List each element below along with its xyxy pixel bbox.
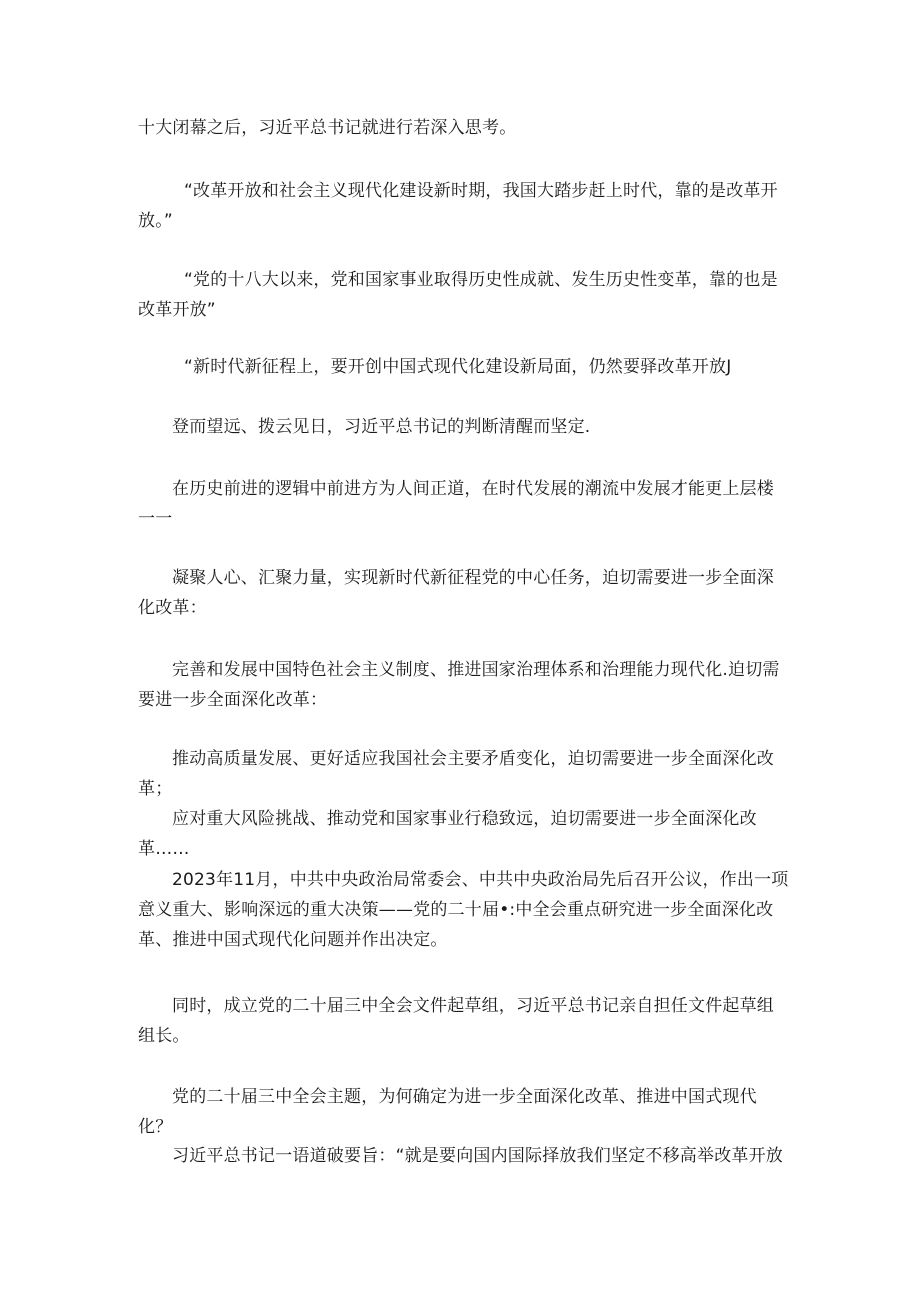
- paragraph-8: 完善和发展中国特色社会主义制度、推进国家治理体系和治理能力现代化.迫切需要进一步全面深化改革：: [138, 660, 780, 710]
- paragraph-3: “党的十八大以来，党和国家事业取得历史性成就、发生历史性变革，靠的也是改革开放”: [138, 270, 778, 320]
- paragraph-9: 推动高质量发展、更好适应我国社会主要矛盾变化，迫切需要进一步全面深化改革；: [138, 749, 774, 799]
- paragraph-10: 应对重大风险挑战、推动党和国家事业行稳致远，迫切需要进一步全面深化改革……: [138, 809, 757, 859]
- paragraph-13: 党的二十届三中全会主题，为何确定为进一步全面深化改革、推进中国式现代化？: [138, 1087, 757, 1137]
- paragraph-5: 登而望远、拨云见日，习近平总书记的判断清醒而坚定.: [172, 417, 591, 437]
- paragraph-7: 凝聚人心、汇聚力量，实现新时代新征程党的中心任务，迫切需要进一步全面深化改革：: [138, 568, 774, 618]
- paragraph-12: 同时，成立党的二十届三中全会文件起草组，习近平总书记亲自担任文件起草组组长。: [138, 996, 774, 1046]
- paragraph-6: 在历史前进的逻辑中前进方为人间正道，在时代发展的潮流中发展才能更上层楼一一: [138, 479, 774, 529]
- paragraph-11: 2023年11月，中共中央政治局常委会、中共中央政治局先后召开公议，作出一项意义重大、影响深远的重大决策——党的二十届•:中全会重点研究进一步全面深化改革、推进中国式现代化问题并作出决定。: [138, 870, 789, 950]
- paragraph-2: “改革开放和社会主义现代化建设新时期，我国大踏步赶上时代，靠的是改革开放。”: [138, 181, 778, 231]
- paragraph-1: 十大闭幕之后，习近平总书记就进行若深入思考。: [138, 118, 517, 138]
- paragraph-14: 习近平总书记一语道破要旨：“就是要向国内国际择放我们坚定不移高举改革开放: [172, 1146, 784, 1166]
- paragraph-4: “新时代新征程上，要开创中国式现代化建设新局面，仍然要驿改革开放J: [184, 357, 732, 377]
